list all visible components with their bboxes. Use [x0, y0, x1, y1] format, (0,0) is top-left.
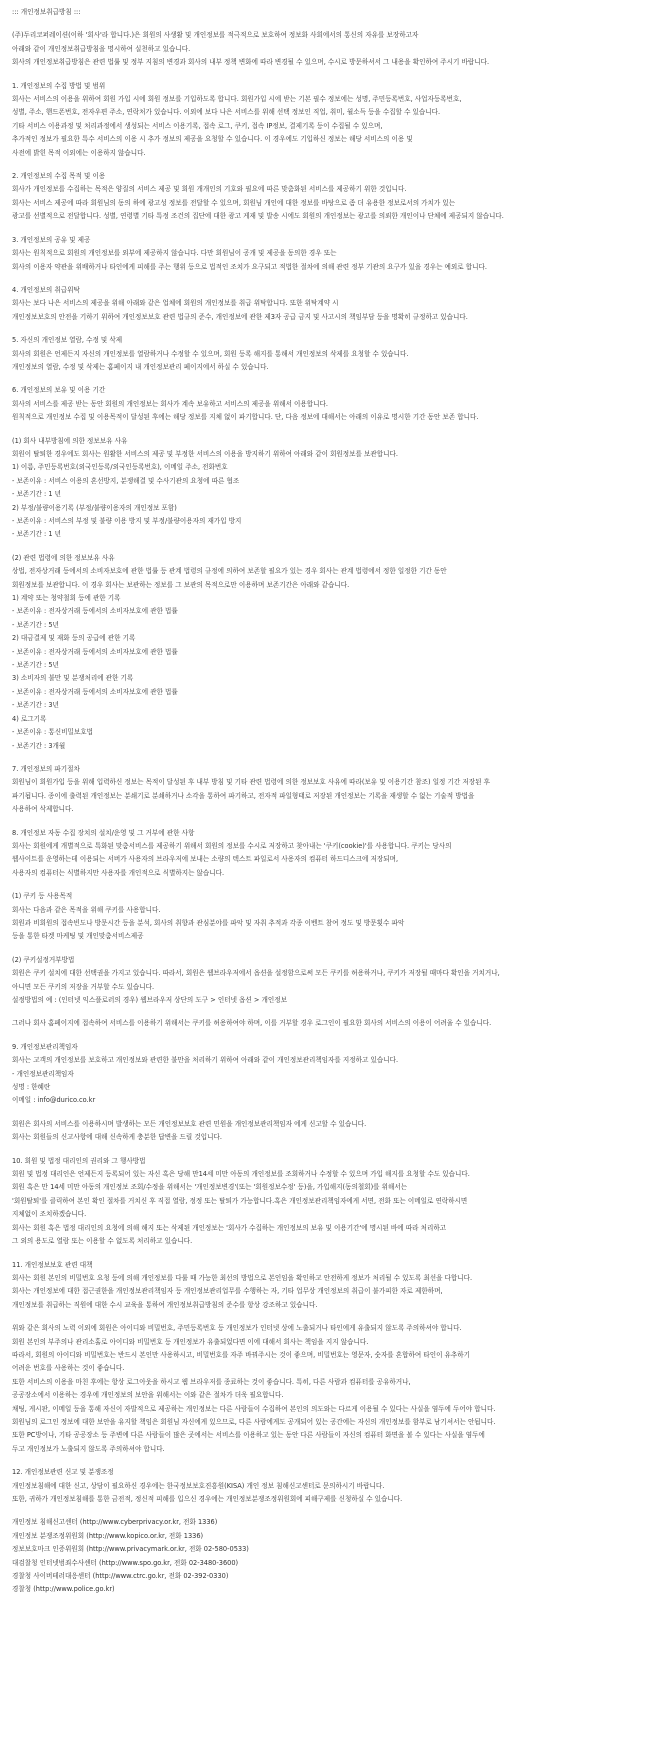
policy-block-section-3: [12, 234, 650, 274]
policy-text-line: - 보존이유 : 전자상거래 등에서의 소비자보호에 관한 법률: [12, 647, 178, 656]
policy-text-line: 2) 대금결제 및 재화 등의 공급에 관한 기록: [12, 634, 136, 643]
policy-text-line: 회원은 회사의 서비스를 이용하시며 발생하는 모든 개인정보보호 관련 민원을 개인정보관리책임자 에게 신고할 수 있습니다.: [12, 1119, 367, 1128]
policy-text-line: - 보존이유 : 전자상거래 등에서의 소비자보호에 관한 법률: [12, 687, 178, 696]
section-heading: 9. 개인정보관리책임자: [12, 1042, 78, 1051]
policy-text-line: 회사의 서비스를 제공 받는 동안 회원의 개인정보는 회사가 계속 보유하고 서비스의 제공을 위해서 이용합니다.: [12, 399, 328, 408]
policy-text-line: 회사는 고객의 개인정보를 보호하고 개인정보와 관련한 불만을 처리하기 위하여 아래와 같이 개인정보관리책임자를 지정하고 있습니다.: [12, 1056, 399, 1065]
policy-text-line: - 보존기간 : 1 년: [12, 530, 62, 539]
section-heading: (2) 쿠키설정거부방법: [12, 955, 75, 964]
policy-text-line: 회원과 비회원의 접속빈도나 방문시간 등을 분석, 회사의 취향과 관심분야를 파악 및 자취 추적과 각종 이벤트 참여 정도 및 방문횟수 파악: [12, 918, 405, 927]
policy-text-line: - 보존이유 : 통신비밀보호법: [12, 728, 93, 737]
section-spacer: [12, 944, 650, 954]
policy-block-section-6: [12, 384, 650, 424]
section-spacer: [12, 1506, 650, 1516]
policy-text-line: 웹사이트를 운영하는데 이용되는 서버가 사용자의 브라우저에 보내는 소량의 텍스트 파일로서 사용자의 컴퓨터 하드디스크에 저장되며,: [12, 855, 399, 864]
policy-text-line: 사용자의 컴퓨터는 식별하지만 사용자를 개인적으로 식별하지는 않습니다.: [12, 868, 225, 877]
policy-text-line: 회사는 회원들의 신고사항에 대해 신속하게 충분한 답변을 드릴 것입니다.: [12, 1133, 222, 1142]
policy-block-section-7: [12, 763, 650, 817]
policy-block-section-5: [12, 334, 650, 374]
section-heading: 4. 개인정보의 취급위탁: [12, 285, 80, 294]
policy-text-line: 개인정보침해에 대한 신고, 상담이 필요하신 경우에는 한국정보보호진흥원(KISA) 개인 정보 침해신고센터로 문의하시기 바랍니다.: [12, 1481, 385, 1490]
policy-block-section-8-2: [12, 954, 650, 1008]
section-heading: 3. 개인정보의 공유 및 제공: [12, 235, 91, 244]
policy-text-line: 그러나 회사 홈페이지에 접속하여 서비스를 이용하기 위해서는 쿠키를 허용하여야 하며, 이를 거부할 경우 로그인이 필요한 회사의 서비스의 이용이 어려울 수 있습니다.: [12, 1019, 492, 1028]
section-heading: 1. 개인정보의 수집 방법 및 범위: [12, 81, 106, 90]
policy-text-line: 회사가 개인정보를 수집하는 목적은 양질의 서비스 제공 및 회원 개개인의 기호와 필요에 따른 맞춤화된 서비스를 제공하기 위한 것입니다.: [12, 185, 407, 194]
section-spacer: [12, 880, 650, 890]
section-spacer: [12, 817, 650, 827]
policy-text-line: 개인정보를 취급하는 직원에 대한 수시 교육을 통하여 개인정보취급방침의 준수를 항상 강조하고 있습니다.: [12, 1300, 318, 1309]
policy-text-line: 아래와 같이 개인정보취급방침을 명시하여 실천하고 있습니다.: [12, 44, 191, 53]
policy-block-section-11-b: [12, 1322, 650, 1456]
policy-text-line: 원칙적으로 개인정보 수집 및 이용목적이 달성된 후에는 해당 정보를 지체 없이 파기합니다. 단, 다음 정보에 대해서는 아래의 이유로 명시한 기간 동안 보존 합니다.: [12, 413, 479, 422]
section-spacer: [12, 542, 650, 552]
policy-text-line: 회원 혹은 만 14세 미만 아동의 개인정보 조회/수정을 위해서는 '개인정보변경'(또는 '회원정보수정' 등)을, 가입해지(동의철회)를 위해서는: [12, 1183, 408, 1192]
policy-text-line: - 보존기간 : 3년: [12, 701, 59, 710]
policy-text-line: 이메일 : info@durico.co.kr: [12, 1096, 96, 1105]
section-spacer: [12, 753, 650, 763]
policy-text-line: 또한 서비스의 이용을 마친 후에는 항상 로그아웃을 하시고 웹 브라우저를 종료하는 것이 좋습니다. 특히, 다른 사람과 컴퓨터를 공유하거나,: [12, 1377, 411, 1386]
policy-text-line: 회사는 회원 혹은 법정 대리인의 요청에 의해 해지 또는 삭제된 개인정보는 '회사가 수집하는 개인정보의 보유 및 이용기간'에 명시된 바에 따라 처리하고: [12, 1223, 447, 1232]
policy-text-line: 상법, 전자상거래 등에서의 소비자보호에 관한 법률 등 관계 법령의 규정에 의하여 보존할 필요가 있는 경우 회사는 관계 법령에서 정한 일정한 기간 동안: [12, 567, 447, 576]
policy-text-line: 회사는 다음과 같은 목적을 위해 쿠키를 사용합니다.: [12, 905, 161, 914]
policy-text-line: 또한, 귀하가 개인정보침해를 통한 금전적, 정신적 피해를 입으신 경우에는 개인정보분쟁조정위원회에 피해구제를 신청하실 수 있습니다.: [12, 1495, 403, 1503]
policy-block-intro: [12, 29, 650, 69]
policy-text-line: 경찰청 사이버테러대응센터 (http://www.ctrc.go.kr, 전화 02-392-0330): [12, 1572, 229, 1581]
policy-text-line: 성별, 주소, 핸드폰번호, 전자우편 주소, 연락처가 있습니다. 이외에 보다 나은 서비스를 위해 선택 정보인 직업, 취미, 월소득 등을 수집할 수 있습니다.: [12, 108, 441, 117]
policy-text-line: 개인정보의 열람, 수정 및 삭제는 홈페이지 내 개인정보관리 페이지에서 하실 수 있습니다.: [12, 362, 269, 371]
section-heading: 5. 자신의 개인정보 열람, 수정 및 삭제: [12, 336, 123, 345]
section-spacer: [12, 374, 650, 384]
policy-text-line: 회사의 개인정보취급방침은 관련 법률 및 정부 지침의 변경과 회사의 내부 정책 변화에 따라 변경될 수 있으며, 수시로 방문하셔서 그 내용을 확인하여 주시기 바랍니다.: [12, 58, 490, 67]
policy-text-line: 채팅, 게시판, 이메일 등을 통해 자신이 자발적으로 제공하는 개인정보는 다른 사람들이 수집하여 본인의 의도와는 다르게 이용될 수 있다는 사실을 염두에 두어야 합니다.: [12, 1404, 496, 1413]
section-heading: (2) 관련 법령에 의한 정보보유 사유: [12, 553, 115, 562]
policy-text-line: '회원탈퇴'를 클릭하여 본인 확인 절차를 거치신 후 직접 열람, 정정 또는 탈퇴가 가능합니다.혹은 개인정보관리책임자에게 서면, 전화 또는 이메일로 연락하시면: [12, 1196, 468, 1205]
policy-text-line: - 보존기간 : 5년: [12, 620, 59, 629]
policy-text-line: 대검찰청 인터넷범죄수사센터 (http://www.spo.go.kr, 전화 02-3480-3600): [12, 1558, 239, 1567]
policy-block-section-12: [12, 1466, 650, 1506]
policy-block-section-6-2: [12, 552, 650, 753]
policy-text-line: 개인정보 분쟁조정위원회 (http://www.kopico.or.kr, 전화 1336): [12, 1531, 204, 1540]
policy-text-line: 위와 같은 회사의 노력 이외에 회원은 아이디와 비밀번호, 주민등록번호 등 개인정보가 인터넷 상에 노출되거나 타인에게 유출되지 않도록 주의하셔야 합니다.: [12, 1324, 462, 1333]
section-spacer: [12, 1456, 650, 1466]
policy-text-line: 3) 소비자의 불만 및 분쟁처리에 관한 기록: [12, 674, 134, 683]
policy-text-line: - 보존이유 : 서비스의 부정 및 불량 이용 방지 및 부정/불량이용자의 재가입 방지: [12, 517, 242, 525]
policy-text-line: (주)두리코퍼레이션(이하 '회사'라 합니다.)은 회원의 사생활 및 개인정보를 적극적으로 보호하여 정보화 사회에서의 통신의 자유를 보장하고자: [12, 31, 419, 40]
policy-text-line: 기타 서비스 이용과정 및 처리과정에서 생성되는 서비스 이용기록, 접속 로그, 쿠키, 접속 IP정보, 결제기록 등이 수집될 수 있으며,: [12, 121, 383, 130]
section-heading: 2. 개인정보의 수집 목적 및 이용: [12, 172, 106, 181]
policy-text-line: 회원이 탈퇴한 경우에도 회사는 원활한 서비스의 제공 및 부정한 서비스의 이용을 방지하기 위하여 아래와 같이 회원정보를 보관합니다.: [12, 449, 398, 458]
policy-text-line: 회원정보를 보관합니다. 이 경우 회사는 보관하는 정보를 그 보관의 목적으로만 이용하며 보존기간은 아래와 같습니다.: [12, 580, 350, 589]
policy-text-line: 사용하여 삭제합니다.: [12, 805, 74, 814]
policy-block-section-8-1: [12, 890, 650, 944]
policy-text-line: 등을 통한 타겟 마케팅 및 개인맞춤서비스제공: [12, 932, 144, 941]
policy-text-line: 따라서, 회원의 아이디와 비밀번호는 반드시 본인만 사용하시고, 비밀번호를 자주 바꿔주시는 것이 좋으며, 비밀번호는 영문자, 숫자를 혼합하여 타인이 유추하기: [12, 1350, 471, 1359]
policy-block-section-2: [12, 170, 650, 224]
policy-block-section-6-1: [12, 435, 650, 542]
policy-text-line: 광고를 선별적으로 전달합니다. 성별, 연령별 기타 특정 조건의 집단에 대한 광고 게재 및 발송 시에도 회원의 개인정보는 광고를 의뢰한 개인이나 단체에 제공되지 않습니다.: [12, 212, 504, 221]
policy-text-line: 1) 이름, 주민등록번호(외국인등록/외국인등록번호), 이메일 주소, 전화번호: [12, 463, 228, 472]
section-heading: (1) 쿠키 등 사용목적: [12, 892, 73, 901]
section-heading: (1) 회사 내부방침에 의한 정보보유 사유: [12, 436, 128, 445]
policy-text-line: 파기됩니다. 종이에 출력된 개인정보는 분쇄기로 분쇄하거나 소각을 통하여 파기하고, 전자적 파일형태로 저장된 개인정보는 기록을 재생할 수 없는 기술적 방법을: [12, 791, 475, 800]
policy-text-line: 회사의 회원은 언제든지 자신의 개인정보를 열람하거나 수정할 수 있으며, 회원 등록 해지를 통해서 개인정보의 삭제를 요청할 수 있습니다.: [12, 349, 409, 358]
section-spacer: [12, 1145, 650, 1155]
policy-text-line: 성명 : 한혜란: [12, 1083, 51, 1092]
policy-text-line: 회원님의 로그인 정보에 대한 보안을 유지할 책임은 회원님 자신에게 있으므로, 다른 사람에게도 공개되어 있는 공간에는 자신의 개인정보를 함부로 남기셔서는 안됩니다.: [12, 1417, 496, 1426]
policy-text-line: - 보존기간 : 3개월: [12, 741, 66, 750]
policy-block-section-11: [12, 1259, 650, 1313]
section-spacer: [12, 1007, 650, 1017]
policy-text-line: 경찰청 (http://www.police.go.kr): [12, 1585, 115, 1594]
policy-text-line: 회사는 보다 나은 서비스의 제공을 위해 아래와 같은 업체에 회원의 개인정보를 취급 위탁합니다. 또한 위탁계약 시: [12, 299, 339, 308]
policy-text-line: 4) 로그기록: [12, 714, 47, 723]
document-title: ::: 개인정보취급방침 :::: [12, 8, 81, 16]
policy-block-section-1: [12, 80, 650, 160]
section-spacer: [12, 224, 650, 234]
policy-text-line: 회원님이 회원가입 등을 위해 입력하신 정보는 목적이 달성된 후 내부 방침 및 기타 관련 법령에 의한 정보보호 사유에 따라(보유 및 이용기간 참조) 일정 기간 저장된 후: [12, 778, 490, 787]
policy-text-line: 설정방법의 예 : (인터넷 익스플로러의 경우) 웹브라우저 상단의 도구 > 인터넷 옵션 > 개인정보: [12, 996, 287, 1004]
policy-block-section-10: [12, 1155, 650, 1249]
section-heading: 12. 개인정보관련 신고 및 분쟁조정: [12, 1468, 114, 1477]
section-heading: 8. 개인정보 자동 수집 장치의 설치/운영 및 그 거부에 관한 사항: [12, 828, 195, 837]
policy-text-line: 개인정보 침해신고센터 (http://www.cyberprivacy.or.kr, 전화 1336): [12, 1518, 218, 1527]
policy-block-section-4: [12, 284, 650, 324]
section-spacer: [12, 1108, 650, 1118]
policy-text-line: 회원 본인의 부주의나 관리소홀로 아이디와 비밀번호 등 개인정보가 유출되었다면 이에 대해서 회사는 책임을 지지 않습니다.: [12, 1337, 369, 1346]
policy-text-line: 또한 PC방이나, 기타 공공장소 등 주변에 다른 사람들이 많은 곳에서는 서비스를 이용하고 있는 동안 다른 사람들이 자신의 컴퓨터 화면을 볼 수 있다는 사실을 염두에: [12, 1431, 485, 1440]
policy-block-section-9-note: [12, 1118, 650, 1145]
policy-text-line: 회사는 회원 본인의 비밀번호 요청 등에 의해 개인정보를 다룰 때 가능한 최선의 방법으로 본인임을 확인하고 안전하게 정보가 처리될 수 있도록 최선을 다합니다.: [12, 1273, 473, 1282]
spacer: [12, 19, 650, 29]
section-spacer: [12, 1031, 650, 1041]
policy-text-line: 1) 계약 또는 청약철회 등에 관한 기록: [12, 594, 121, 603]
section-spacer: [12, 324, 650, 334]
section-spacer: [12, 1249, 650, 1259]
policy-text-line: 정보보호마크 인증위원회 (http://www.privacymark.or.kr, 전화 02-580-0533): [12, 1545, 249, 1554]
policy-text-line: 회사는 개인정보에 대한 접근권한을 개인정보관리책임자 등 개인정보관리업무를 수행하는 자, 기타 업무상 개인정보의 취급이 불가피한 자로 제한하며,: [12, 1287, 443, 1296]
policy-text-line: 추가적인 정보가 필요한 특수 서비스의 이용 시 추가 정보의 제공을 요청할 수 있습니다. 이 경우에도 기입하신 정보는 해당 서비스의 이용 및: [12, 135, 413, 144]
section-spacer: [12, 1312, 650, 1322]
section-heading: 10. 회원 및 법정 대리인의 권리와 그 행사방법: [12, 1156, 146, 1165]
policy-block-section-9: [12, 1041, 650, 1108]
policy-text-line: - 보존이유 : 전자상거래 등에서의 소비자보호에 관한 법률: [12, 607, 178, 616]
policy-text-line: - 개인정보관리책임자: [12, 1069, 74, 1078]
section-spacer: [12, 274, 650, 284]
policy-text-line: 회원 및 법정 대리인은 언제든지 등록되어 있는 자신 혹은 당해 만14세 미만 아동의 개인정보를 조회하거나 수정할 수 있으며 가입 해지를 요청할 수도 있습니다.: [12, 1170, 470, 1179]
policy-text-line: - 보존기간 : 5년: [12, 661, 59, 670]
policy-block-section-8: [12, 827, 650, 881]
policy-text-line: 회사는 서비스의 이용을 위하여 회원 가입 시에 회원 정보를 기입하도록 합니다. 회원가입 시에 받는 기본 필수 정보에는 성명, 주민등록번호, 사업자등록번호,: [12, 95, 462, 104]
policy-block-cookie-note: [12, 1017, 650, 1030]
policy-block-contacts: [12, 1516, 650, 1596]
section-heading: 11. 개인정보보호 관련 대책: [12, 1260, 93, 1269]
policy-text-line: - 보존이유 : 서비스 이용의 혼선방지, 분쟁해결 및 수사기관의 요청에 따른 협조: [12, 476, 240, 485]
policy-text-line: 어려운 번호를 사용하는 것이 좋습니다.: [12, 1364, 125, 1373]
policy-text-line: 2) 부정/불량이용기록 (부정/불량이용자의 개인정보 포함): [12, 503, 177, 512]
policy-sections: [12, 29, 650, 1596]
policy-text-line: 아니면 모든 쿠키의 저장을 거부할 수도 있습니다.: [12, 982, 155, 991]
policy-text-line: 회사는 회원에게 개별적으로 특화된 맞춤서비스를 제공하기 위해서 회원의 정보를 수시로 저장하고 찾아내는 '쿠키(cookie)'를 사용합니다. 쿠키는 당사의: [12, 841, 452, 850]
section-spacer: [12, 425, 650, 435]
section-spacer: [12, 70, 650, 80]
policy-text-line: 지체없이 조치하겠습니다.: [12, 1210, 87, 1219]
policy-text-line: 회사는 서비스 제공에 따라 회원님의 동의 하에 광고성 정보를 전달할 수 있으며, 회원님 개인에 대한 정보를 바탕으로 좀 더 유용한 정보로서의 가치가 있는: [12, 198, 456, 207]
policy-text-line: 회원은 쿠키 설치에 대한 선택권을 가지고 있습니다. 따라서, 회원은 웹브라우저에서 옵션을 설정함으로써 모든 쿠키를 허용하거나, 쿠키가 저장될 때마다 확인을 거치거나,: [12, 969, 500, 978]
policy-text-line: 그 외의 용도로 열람 또는 이용할 수 없도록 처리하고 있습니다.: [12, 1237, 193, 1246]
policy-text-line: 공공장소에서 이용하는 경우에 개인정보의 보안을 위해서는 이와 같은 절차가 더욱 필요합니다.: [12, 1391, 284, 1400]
section-heading: 7. 개인정보의 파기절차: [12, 764, 80, 773]
policy-text-line: - 보존기간 : 1 년: [12, 490, 62, 499]
policy-text-line: 사전에 밝힌 목적 이외에는 이용하지 않습니다.: [12, 148, 146, 157]
section-heading: 6. 개인정보의 보유 및 이용 기간: [12, 386, 106, 395]
policy-text-line: 두고 개인정보가 노출되지 않도록 주의하셔야 합니다.: [12, 1444, 165, 1453]
policy-text-line: 회사의 이용자 약관을 위배하거나 타인에게 피해를 주는 행위 등으로 법적인 조치가 요구되고 적법한 절차에 의해 관련 정부 기관의 요구가 있을 경우는 예외로 합니다.: [12, 262, 487, 271]
policy-text-line: 회사는 원칙적으로 회원의 개인정보를 외부에 제공하지 않습니다. 다만 회원님이 공개 및 제공을 동의한 경우 또는: [12, 249, 337, 258]
section-spacer: [12, 160, 650, 170]
policy-text-line: 개인정보보호의 안전을 기하기 위하여 개인정보보호 관련 법규의 준수, 개인정보에 관한 제3자 공급 금지 및 사고시의 책임부담 등을 명확히 규정하고 있습니다.: [12, 312, 468, 321]
